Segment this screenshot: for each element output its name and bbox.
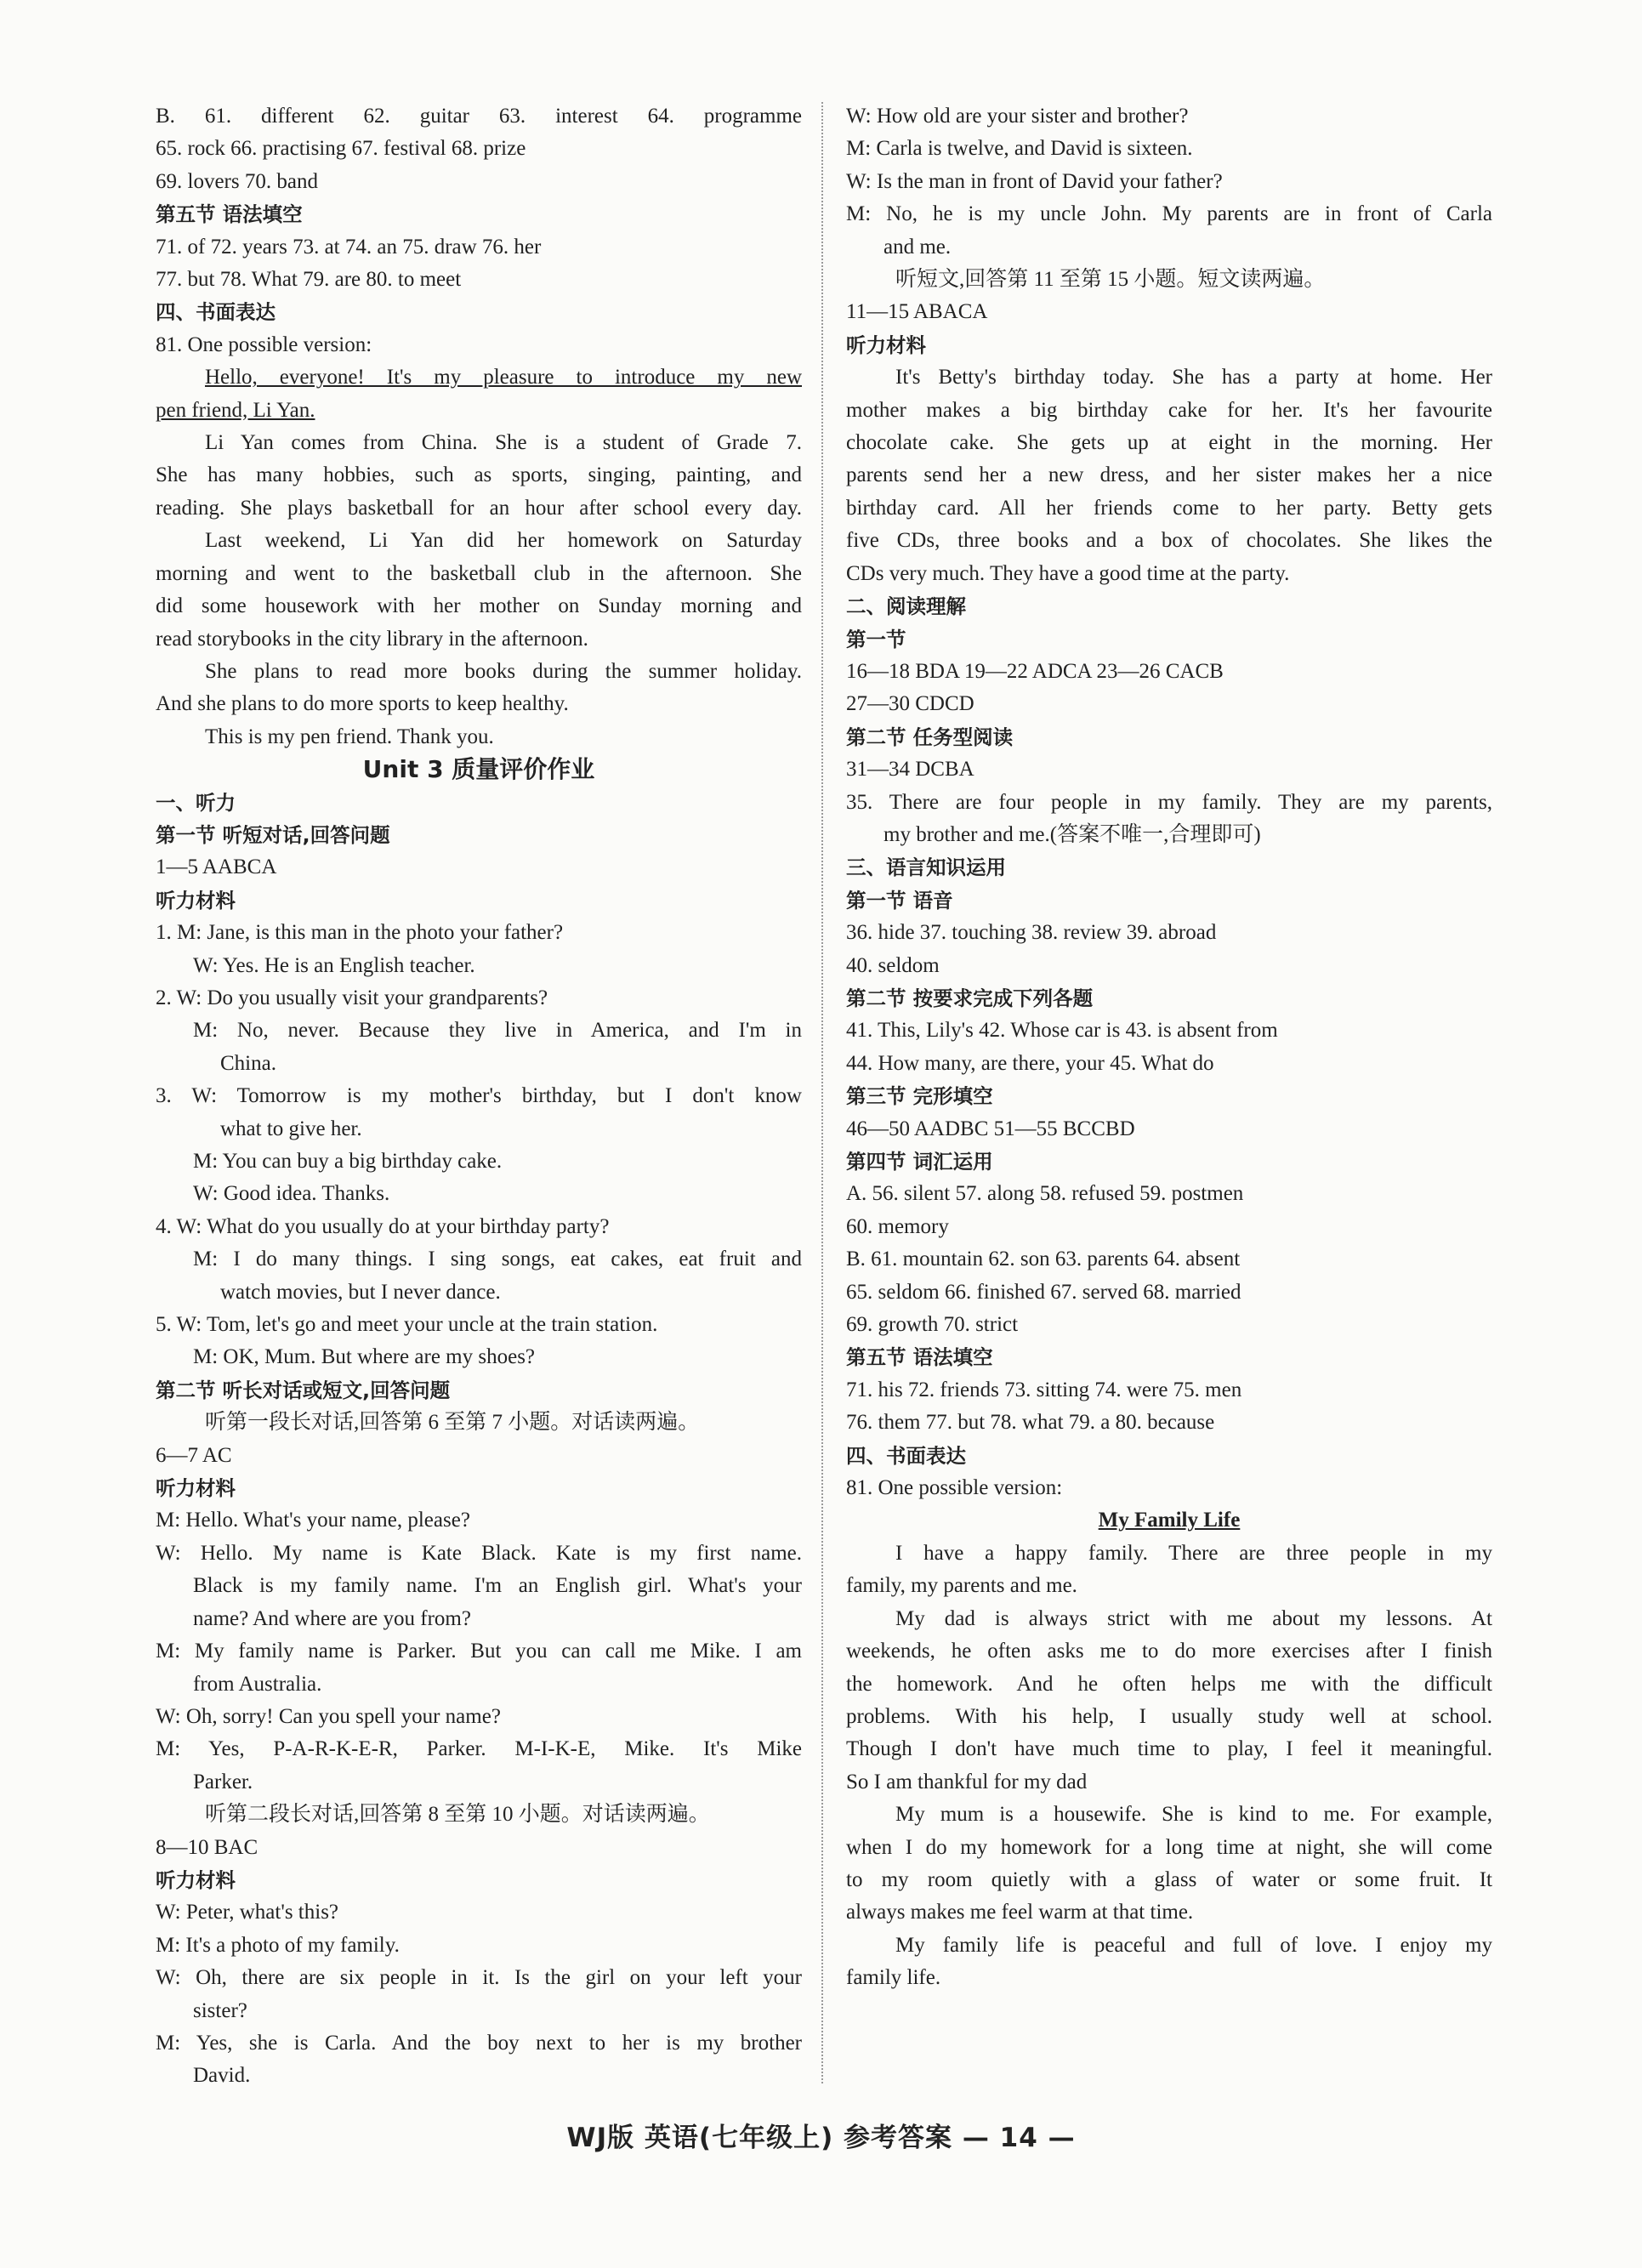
text-line: My dad is always strict with me about my lessons. At <box>895 1606 1492 1630</box>
text-line: A. 56. silent 57. along 58. refused 59. postmen <box>846 1182 1244 1206</box>
section-heading: 听力材料 <box>846 333 926 357</box>
text-line: David. <box>193 2064 251 2088</box>
text-line: reading. She plays basketball for an hour after school every day. <box>156 496 802 520</box>
page-footer: WJ版 英语(七年级上) 参考答案 — 14 — <box>566 2123 1076 2153</box>
text-line: name? And where are you from? <box>193 1606 471 1630</box>
text-line: W: Is the man in front of David your father? <box>846 169 1223 193</box>
section-heading: 一、听力 <box>156 790 236 815</box>
text-line: pen friend, Li Yan. <box>156 398 315 422</box>
text-line: did some housework with her mother on Sunday morning and <box>156 594 802 618</box>
text-line: She plans to read more books during the summer holiday. <box>205 659 802 683</box>
text-line: 65. rock 66. practising 67. festival 68. prize <box>156 137 526 161</box>
text-line: 81. One possible version: <box>156 333 372 356</box>
text-line: 81. One possible version: <box>846 1476 1063 1500</box>
section-heading: 第四节 词汇运用 <box>846 1150 993 1174</box>
text-line: M: Yes, P-A-R-K-E-R, Parker. M-I-K-E, Mike. It's Mike <box>156 1737 802 1761</box>
text-line: 11—15 ABACA <box>846 300 988 324</box>
section-heading: 第一节 语音 <box>846 888 953 912</box>
text-line: And she plans to do more sports to keep healthy. <box>156 692 569 716</box>
text-line: when I do my homework for a long time at night, she will come <box>846 1835 1492 1859</box>
text-line: family, my parents and me. <box>846 1574 1077 1598</box>
text-line: 71. of 72. years 73. at 74. an 75. draw 76. her <box>156 235 542 259</box>
text-line: 听短文,回答第 11 至第 15 小题。短文读两遍。 <box>895 268 1326 292</box>
text-line: CDs very much. They have a good time at the party. <box>846 561 1290 585</box>
section-heading: 第五节 语法填空 <box>846 1345 993 1370</box>
text-line: M: Yes, she is Carla. And the boy next to her is my brother <box>156 2031 802 2055</box>
section-heading: 第五节 语法填空 <box>156 202 303 227</box>
text-line: to my room quietly with a glass of water or some fruit. It <box>846 1867 1492 1891</box>
text-line: M: You can buy a big birthday cake. <box>193 1150 503 1173</box>
text-line: birthday card. All her friends come to her party. Betty gets <box>846 496 1492 520</box>
text-line: My family life is peaceful and full of love. I enjoy my <box>895 1933 1492 1957</box>
text-line: 60. memory <box>846 1214 949 1238</box>
text-line: M: Hello. What's your name, please? <box>156 1509 470 1532</box>
text-line: mother makes a big birthday cake for her. It's her favourite <box>846 398 1492 422</box>
text-line: 69. lovers 70. band <box>156 169 318 193</box>
text-line: 35. There are four people in my family. They are my parents, <box>846 790 1492 814</box>
text-line: M: My family name is Parker. But you can call me Mike. I am <box>156 1640 802 1663</box>
text-line: M: OK, Mum. But where are my shoes? <box>193 1345 536 1369</box>
section-heading: 四、书面表达 <box>156 300 276 325</box>
text-line: family life. <box>846 1966 941 1990</box>
text-line: parents send her a new dress, and her sister makes her a nice <box>846 463 1492 487</box>
text-line: from Australia. <box>193 1672 322 1696</box>
section-heading: 第二节 听长对话或短文,回答问题 <box>156 1378 451 1402</box>
text-line: W: Good idea. Thanks. <box>193 1182 390 1206</box>
text-line: Last weekend, Li Yan did her homework on Saturday <box>205 529 802 553</box>
section-heading: 第一节 听短对话,回答问题 <box>156 822 390 847</box>
text-line: sister? <box>193 1998 247 2022</box>
text-line: and me. <box>883 235 952 259</box>
text-line: M: I do many things. I sing songs, eat cakes, eat fruit and <box>193 1248 802 1271</box>
section-heading: 听力材料 <box>156 1476 236 1501</box>
text-line: my brother and me.(答案不唯一,合理即可) <box>883 822 1261 846</box>
text-line: 4. W: What do you usually do at your birthday party? <box>156 1214 610 1238</box>
text-line: M: No, he is my uncle John. My parents are in front of Carla <box>846 202 1492 226</box>
text-line: 1—5 AABCA <box>156 855 277 879</box>
section-title: My Family Life <box>1098 1509 1241 1532</box>
text-line: 44. How many, are there, your 45. What do <box>846 1051 1214 1075</box>
text-line: Black is my family name. I'm an English girl. What's your <box>193 1574 802 1598</box>
section-heading: 三、语言知识运用 <box>846 855 1006 880</box>
section-title: Unit 3 质量评价作业 <box>362 755 595 784</box>
text-line: My mum is a housewife. She is kind to me. For example, <box>895 1803 1492 1827</box>
text-line: morning and went to the basketball club in the afternoon. She <box>156 561 802 585</box>
text-line: W: Yes. He is an English teacher. <box>193 953 475 977</box>
text-line: China. <box>220 1051 276 1075</box>
text-line: W: Hello. My name is Kate Black. Kate is my first name. <box>156 1541 802 1565</box>
left-column <box>156 100 802 2093</box>
text-line: M: No, never. Because they live in America, and I'm in <box>193 1019 802 1043</box>
text-line: W: Oh, sorry! Can you spell your name? <box>156 1704 501 1728</box>
section-heading: 第三节 完形填空 <box>846 1084 993 1109</box>
text-line: 5. W: Tom, let's go and meet your uncle at the train station. <box>156 1313 658 1337</box>
text-line: 3. W: Tomorrow is my mother's birthday, but I don't know <box>156 1084 802 1108</box>
text-line: Hello, everyone! It's my pleasure to introduce my new <box>205 366 802 389</box>
section-heading: 第一节 <box>846 627 906 651</box>
text-line: W: Oh, there are six people in it. Is the girl on your left your <box>156 1966 802 1990</box>
text-line: W: How old are your sister and brother? <box>846 105 1189 128</box>
text-line: the homework. And he often helps me with the difficult <box>846 1672 1492 1696</box>
text-line: five CDs, three books and a box of chocolates. She likes the <box>846 529 1492 553</box>
text-line: W: Peter, what's this? <box>156 1901 339 1924</box>
text-line: 8—10 BAC <box>156 1835 259 1859</box>
text-line: weekends, he often asks me to do more exercises after I finish <box>846 1640 1492 1663</box>
text-line: 31—34 DCBA <box>846 758 974 782</box>
text-line: She has many hobbies, such as sports, singing, painting, and <box>156 463 802 487</box>
text-line: 69. growth 70. strict <box>846 1313 1019 1337</box>
text-line: M: It's a photo of my family. <box>156 1933 400 1957</box>
text-line: 65. seldom 66. finished 67. served 68. married <box>846 1280 1241 1304</box>
text-line: always makes me feel warm at that time. <box>846 1901 1194 1924</box>
text-line: M: Carla is twelve, and David is sixteen. <box>846 137 1193 161</box>
text-line: 6—7 AC <box>156 1443 232 1467</box>
text-line: 46—50 AADBC 51—55 BCCBD <box>846 1117 1135 1140</box>
section-heading: 二、阅读理解 <box>846 594 966 619</box>
text-line: 1. M: Jane, is this man in the photo your father? <box>156 921 564 945</box>
section-heading: 四、书面表达 <box>846 1443 966 1468</box>
text-line: read storybooks in the city library in the afternoon. <box>156 627 588 651</box>
right-column <box>846 100 1492 1995</box>
text-line: chocolate cake. She gets up at eight in the morning. Her <box>846 431 1492 455</box>
section-heading: 第二节 按要求完成下列各题 <box>846 986 1094 1010</box>
text-line: what to give her. <box>220 1117 362 1140</box>
text-line: 2. W: Do you usually visit your grandparents? <box>156 986 548 1009</box>
text-line: watch movies, but I never dance. <box>220 1280 501 1304</box>
text-line: 40. seldom <box>846 953 940 977</box>
section-heading: 第二节 任务型阅读 <box>846 725 1014 749</box>
text-line: 36. hide 37. touching 38. review 39. abroad <box>846 921 1217 945</box>
text-line: 听第二段长对话,回答第 8 至第 10 小题。对话读两遍。 <box>205 1803 710 1827</box>
text-line: Parker. <box>193 1770 253 1793</box>
section-heading: 听力材料 <box>156 1867 236 1892</box>
text-line: 71. his 72. friends 73. sitting 74. were 75. men <box>846 1378 1242 1401</box>
text-line: 77. but 78. What 79. are 80. to meet <box>156 268 462 292</box>
column-divider <box>821 102 823 2083</box>
text-line: It's Betty's birthday today. She has a party at home. Her <box>895 366 1492 389</box>
text-line: 41. This, Lily's 42. Whose car is 43. is absent from <box>846 1019 1278 1043</box>
text-line: Li Yan comes from China. She is a student of Grade 7. <box>205 431 802 455</box>
text-line: 16—18 BDA 19—22 ADCA 23—26 CACB <box>846 659 1224 683</box>
text-line: B. 61. mountain 62. son 63. parents 64. absent <box>846 1248 1241 1271</box>
text-line: B. 61. different 62. guitar 63. interest 64. programme <box>156 105 802 128</box>
text-line: Though I don't have much time to play, I feel it meaningful. <box>846 1737 1492 1761</box>
text-line: So I am thankful for my dad <box>846 1770 1088 1793</box>
text-line: problems. With his help, I usually study well at school. <box>846 1704 1492 1728</box>
text-line: 76. them 77. but 78. what 79. a 80. because <box>846 1411 1215 1435</box>
text-line: I have a happy family. There are three people in my <box>895 1541 1492 1565</box>
text-line: This is my pen friend. Thank you. <box>205 725 494 748</box>
text-line: 听第一段长对话,回答第 6 至第 7 小题。对话读两遍。 <box>205 1411 700 1435</box>
section-heading: 听力材料 <box>156 888 236 912</box>
text-line: 27—30 CDCD <box>846 692 974 716</box>
